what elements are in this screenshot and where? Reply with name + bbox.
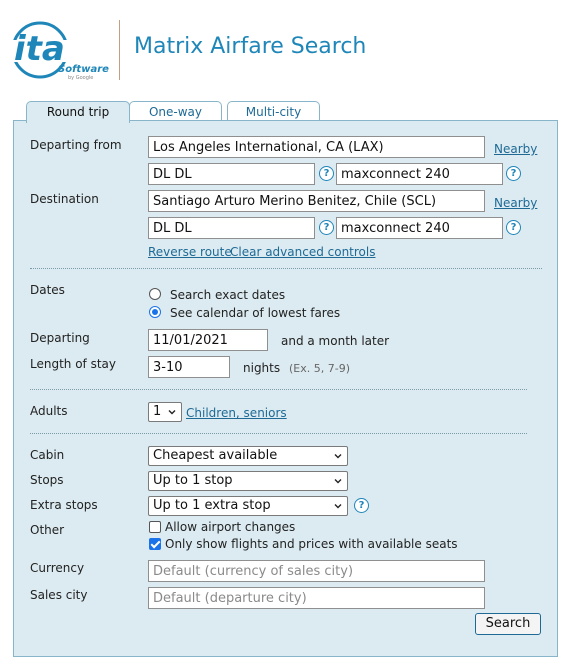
length-of-stay-label: Length of stay <box>30 357 116 371</box>
chevron-down-icon <box>334 477 342 485</box>
origin-routing-help-icon[interactable]: ? <box>506 166 521 181</box>
origin-carrier-input[interactable] <box>148 163 315 185</box>
chevron-down-icon <box>334 502 342 510</box>
destination-label: Destination <box>30 192 99 206</box>
page-title: Matrix Airfare Search <box>134 34 367 59</box>
only-available-label: Only show flights and prices with available seats <box>165 537 458 551</box>
sales-city-label: Sales city <box>30 588 88 602</box>
destination-airport-input[interactable] <box>148 190 485 212</box>
departing-date-input[interactable] <box>148 329 268 351</box>
stay-hint-text: (Ex. 5, 7-9) <box>289 362 350 375</box>
departing-range-text: and a month later <box>281 334 390 348</box>
sales-city-input[interactable] <box>148 587 485 609</box>
section-divider <box>30 389 527 390</box>
exact-dates-radio[interactable] <box>149 288 161 300</box>
destination-carrier-help-icon[interactable]: ? <box>319 220 334 235</box>
currency-label: Currency <box>30 561 85 575</box>
tab-multi-city[interactable]: Multi-city <box>227 101 320 121</box>
extra-stops-help-icon[interactable]: ? <box>354 498 369 513</box>
dates-label: Dates <box>30 283 65 297</box>
logo-by: by Google <box>68 75 94 81</box>
destination-nearby-link[interactable]: Nearby <box>494 196 538 210</box>
children-seniors-link[interactable]: Children, seniors <box>186 406 287 420</box>
adults-select-value: 1 <box>153 404 162 419</box>
search-button[interactable]: Search <box>475 613 541 635</box>
stops-label: Stops <box>30 473 64 487</box>
header-divider <box>119 20 120 80</box>
cabin-label: Cabin <box>30 448 65 462</box>
ita-software-logo <box>10 14 109 84</box>
extra-stops-label: Extra stops <box>30 498 98 512</box>
cabin-select-value: Cheapest available <box>153 448 278 463</box>
length-of-stay-input[interactable] <box>148 356 230 378</box>
extra-stops-select-value: Up to 1 extra stop <box>153 498 271 513</box>
cabin-select[interactable] <box>148 446 348 466</box>
section-divider <box>30 268 542 269</box>
departing-from-label: Departing from <box>30 138 122 152</box>
chevron-down-icon <box>334 452 342 460</box>
tab-round-trip[interactable]: Round trip <box>26 101 130 123</box>
clear-advanced-controls-link[interactable]: Clear advanced controls <box>230 245 376 259</box>
section-divider <box>30 433 527 434</box>
chevron-down-icon <box>168 408 176 416</box>
allow-airport-changes-checkbox[interactable] <box>149 521 161 533</box>
origin-routing-input[interactable] <box>336 163 503 185</box>
calendar-fares-radio[interactable] <box>149 306 161 318</box>
stops-select[interactable] <box>148 471 348 491</box>
origin-nearby-link[interactable]: Nearby <box>494 142 538 156</box>
origin-airport-input[interactable] <box>148 136 485 158</box>
destination-routing-input[interactable] <box>336 217 503 239</box>
other-label: Other <box>30 523 65 537</box>
adults-select[interactable] <box>148 402 182 422</box>
logo-text: ita <box>14 29 65 69</box>
exact-dates-label: Search exact dates <box>170 288 286 302</box>
origin-carrier-help-icon[interactable]: ? <box>319 166 334 181</box>
stops-select-value: Up to 1 stop <box>153 473 233 488</box>
allow-airport-changes-label: Allow airport changes <box>165 520 296 534</box>
currency-input[interactable] <box>148 560 485 582</box>
logo-sub: Software <box>58 64 109 75</box>
destination-carrier-input[interactable] <box>148 217 315 239</box>
nights-text: nights <box>243 361 281 375</box>
adults-label: Adults <box>30 404 68 418</box>
only-available-checkbox[interactable] <box>149 538 161 550</box>
extra-stops-select[interactable] <box>148 496 348 516</box>
reverse-route-link[interactable]: Reverse route <box>148 245 232 259</box>
calendar-fares-label: See calendar of lowest fares <box>170 306 341 320</box>
destination-routing-help-icon[interactable]: ? <box>506 220 521 235</box>
tab-one-way[interactable]: One-way <box>129 101 222 121</box>
departing-label: Departing <box>30 331 90 345</box>
